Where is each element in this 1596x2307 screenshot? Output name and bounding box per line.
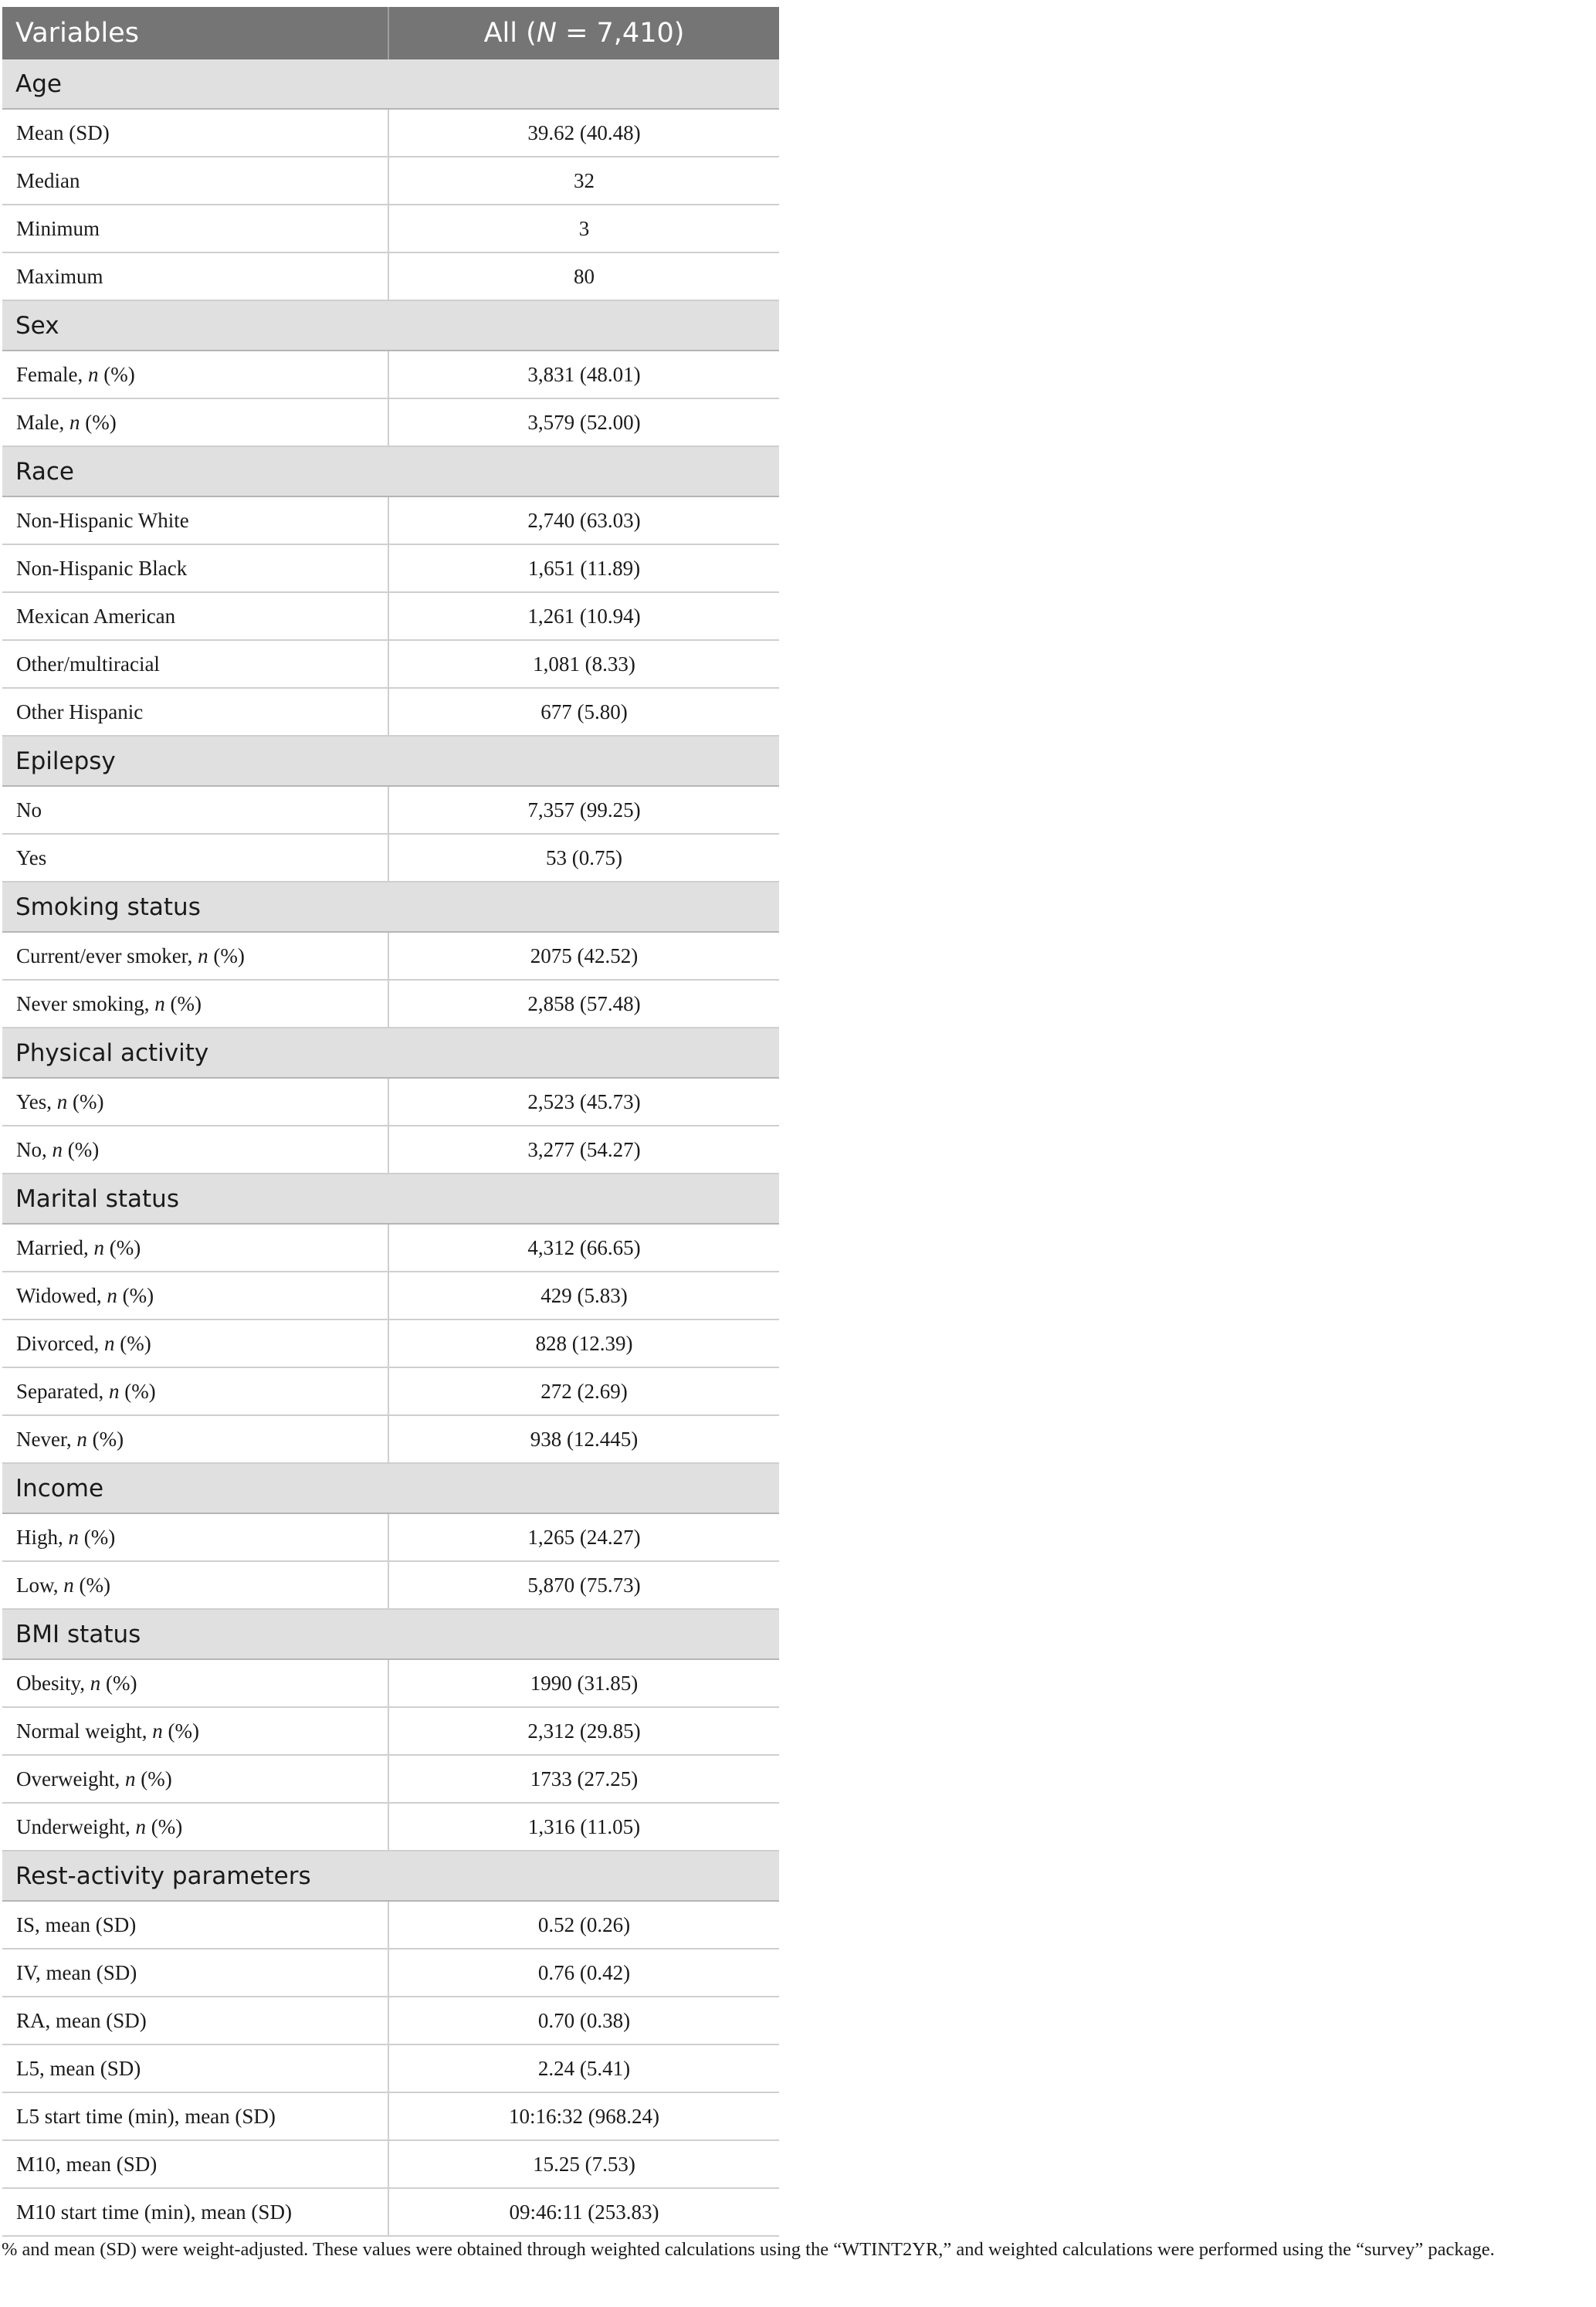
table-row	[2, 1126, 779, 1174]
row-label-suffix: (%)	[73, 1573, 110, 1597]
row-label-text: Non-Hispanic White	[16, 508, 189, 532]
row-label-suffix: (%)	[103, 1235, 141, 1259]
row-label-suffix: (%)	[135, 1767, 172, 1790]
row-value: 3	[388, 205, 779, 252]
row-label-text: L5 start time (min), mean (SD)	[16, 2104, 276, 2128]
row-label-n: n	[154, 991, 165, 1015]
table-row	[2, 109, 779, 157]
row-value: 7,357 (99.25)	[388, 786, 779, 834]
row-label-suffix: (%)	[86, 1427, 124, 1451]
header-all	[388, 7, 779, 59]
table-row	[2, 1707, 779, 1755]
table-row	[2, 1078, 779, 1126]
row-label-text: Low,	[16, 1573, 64, 1597]
row-label-n: n	[68, 1525, 79, 1549]
table-row	[2, 1755, 779, 1803]
table-row	[2, 2188, 779, 2236]
table-row	[2, 1561, 779, 1609]
section-title: Epilepsy	[2, 736, 779, 786]
header-all-n: N	[536, 18, 557, 49]
row-label-suffix: (%)	[162, 1719, 199, 1743]
section-row	[2, 1028, 779, 1078]
row-label-text: No,	[16, 1137, 53, 1161]
row-label-n: n	[90, 1671, 101, 1695]
table-row	[2, 640, 779, 688]
row-label	[2, 544, 388, 592]
section-title: Race	[2, 446, 779, 496]
row-label-suffix: (%)	[98, 362, 135, 386]
row-label-text: L5, mean (SD)	[16, 2056, 141, 2080]
row-label-text: IS, mean (SD)	[16, 1912, 137, 1936]
row-value: 32	[388, 157, 779, 205]
table-row	[2, 2092, 779, 2140]
table-row	[2, 932, 779, 980]
row-label-text: Non-Hispanic Black	[16, 556, 188, 580]
row-label-text: Yes,	[16, 1089, 57, 1113]
row-label	[2, 351, 388, 398]
row-label-n: n	[108, 1379, 120, 1403]
row-label-text: Other/multiracial	[16, 652, 160, 676]
row-label-text: IV, mean (SD)	[16, 1960, 137, 1984]
section-title: Smoking status	[2, 882, 779, 932]
row-label	[2, 2092, 388, 2140]
row-label	[2, 1803, 388, 1851]
row-value: 828 (12.39)	[388, 1319, 779, 1367]
table-row	[2, 2140, 779, 2188]
row-label	[2, 1126, 388, 1174]
row-label	[2, 2140, 388, 2188]
row-label	[2, 1659, 388, 1707]
row-value: 1990 (31.85)	[388, 1659, 779, 1707]
header-variables: Variables	[2, 7, 388, 59]
row-label-text: Male,	[16, 410, 69, 434]
row-label	[2, 252, 388, 300]
row-label	[2, 1901, 388, 1949]
row-label	[2, 1561, 388, 1609]
row-value: 53 (0.75)	[388, 834, 779, 882]
row-label-text: Mean (SD)	[16, 120, 110, 144]
section-row	[2, 882, 779, 932]
row-label-text: Overweight,	[16, 1767, 125, 1790]
row-label	[2, 1415, 388, 1463]
table-row	[2, 1224, 779, 1272]
row-label-text: Never,	[16, 1427, 77, 1451]
row-label-suffix: (%)	[117, 1283, 154, 1307]
row-value: 1,651 (11.89)	[388, 544, 779, 592]
row-label-n: n	[107, 1283, 117, 1307]
row-value: 0.70 (0.38)	[388, 1997, 779, 2044]
section-row	[2, 300, 779, 351]
table-row	[2, 786, 779, 834]
table-row	[2, 252, 779, 300]
row-value: 2075 (42.52)	[388, 932, 779, 980]
row-label-text: Current/ever smoker,	[16, 943, 198, 967]
row-label-n: n	[69, 410, 80, 434]
table-row	[2, 688, 779, 736]
row-label	[2, 109, 388, 157]
section-title: Marital status	[2, 1174, 779, 1224]
row-value: 5,870 (75.73)	[388, 1561, 779, 1609]
row-value: 10:16:32 (968.24)	[388, 2092, 779, 2140]
row-label	[2, 980, 388, 1028]
section-row	[2, 1463, 779, 1513]
data-table	[2, 7, 779, 2237]
table-row	[2, 1949, 779, 1997]
row-label-n: n	[87, 362, 99, 386]
row-label-text: Minimum	[16, 216, 100, 240]
row-value: 2,312 (29.85)	[388, 1707, 779, 1755]
row-label-suffix: (%)	[114, 1331, 151, 1355]
row-label-text: No	[16, 798, 42, 822]
section-title: Sex	[2, 300, 779, 351]
row-label	[2, 1078, 388, 1126]
row-label-text: Other Hispanic	[16, 700, 144, 723]
row-value: 938 (12.445)	[388, 1415, 779, 1463]
section-row	[2, 1609, 779, 1659]
row-value: 3,831 (48.01)	[388, 351, 779, 398]
row-label	[2, 2044, 388, 2092]
row-label-text: Divorced,	[16, 1331, 104, 1355]
row-value: 272 (2.69)	[388, 1367, 779, 1415]
row-label	[2, 932, 388, 980]
row-label-text: Obesity,	[16, 1671, 90, 1695]
row-label-suffix: (%)	[145, 1814, 183, 1838]
section-title: Income	[2, 1463, 779, 1513]
row-label-text: Widowed,	[16, 1283, 107, 1307]
table-row	[2, 1367, 779, 1415]
section-row	[2, 59, 779, 109]
row-label-n: n	[63, 1573, 74, 1597]
table-row	[2, 157, 779, 205]
row-label-n: n	[56, 1089, 68, 1113]
row-label	[2, 398, 388, 446]
row-label	[2, 205, 388, 252]
row-value: 429 (5.83)	[388, 1272, 779, 1319]
row-value: 0.76 (0.42)	[388, 1949, 779, 1997]
header-all-prefix: All (	[483, 18, 537, 49]
row-label-suffix: (%)	[119, 1379, 156, 1403]
row-label	[2, 834, 388, 882]
row-label-n: n	[198, 943, 208, 967]
section-row	[2, 446, 779, 496]
row-value: 15.25 (7.53)	[388, 2140, 779, 2188]
table-row	[2, 1803, 779, 1851]
section-row	[2, 1851, 779, 1901]
row-value: 1733 (27.25)	[388, 1755, 779, 1803]
row-label-text: Maximum	[16, 264, 103, 288]
row-label-text: High,	[16, 1525, 69, 1549]
row-value: 677 (5.80)	[388, 688, 779, 736]
row-label-suffix: (%)	[100, 1671, 137, 1695]
row-label-n: n	[52, 1137, 63, 1161]
table-row	[2, 1901, 779, 1949]
row-label	[2, 157, 388, 205]
row-label	[2, 640, 388, 688]
row-value: 2,523 (45.73)	[388, 1078, 779, 1126]
row-label	[2, 1513, 388, 1561]
row-label-n: n	[152, 1719, 163, 1743]
row-value: 3,579 (52.00)	[388, 398, 779, 446]
row-label-n: n	[135, 1814, 146, 1838]
row-label	[2, 1949, 388, 1997]
row-label-suffix: (%)	[80, 410, 117, 434]
table-row	[2, 1659, 779, 1707]
row-label-text: Married,	[16, 1235, 94, 1259]
section-title: Physical activity	[2, 1028, 779, 1078]
section-row	[2, 1174, 779, 1224]
row-label	[2, 1997, 388, 2044]
row-label-n: n	[103, 1331, 115, 1355]
row-label	[2, 1224, 388, 1272]
row-label-suffix: (%)	[79, 1525, 116, 1549]
row-label-suffix: (%)	[63, 1137, 100, 1161]
table-row	[2, 834, 779, 882]
table-footnote: % and mean (SD) were weight-adjusted. These values were obtained through weighted calculations using the “WTINT2YR,” and weighted calculations were performed using the “survey” package.	[2, 2239, 1495, 2260]
row-label-suffix: (%)	[164, 991, 202, 1015]
row-label-n: n	[76, 1427, 87, 1451]
row-value: 1,261 (10.94)	[388, 592, 779, 640]
row-label-text: Normal weight,	[16, 1719, 153, 1743]
row-value: 80	[388, 252, 779, 300]
table-row	[2, 1319, 779, 1367]
row-label-text: Female,	[16, 362, 88, 386]
table-row	[2, 205, 779, 252]
row-label	[2, 786, 388, 834]
row-value: 2.24 (5.41)	[388, 2044, 779, 2092]
row-value: 1,265 (24.27)	[388, 1513, 779, 1561]
row-value: 0.52 (0.26)	[388, 1901, 779, 1949]
row-label-text: Underweight,	[16, 1814, 136, 1838]
table-row	[2, 1513, 779, 1561]
table-row	[2, 1415, 779, 1463]
row-label-n: n	[93, 1235, 104, 1259]
row-value: 39.62 (40.48)	[388, 109, 779, 157]
row-label-text: Never smoking,	[16, 991, 155, 1015]
row-value: 09:46:11 (253.83)	[388, 2188, 779, 2236]
row-label	[2, 592, 388, 640]
row-label	[2, 1319, 388, 1367]
row-label	[2, 1272, 388, 1319]
table-row	[2, 1997, 779, 2044]
row-label	[2, 1707, 388, 1755]
row-label-text: M10 start time (min), mean (SD)	[16, 2200, 292, 2224]
table-row	[2, 592, 779, 640]
row-label-n: n	[124, 1767, 136, 1790]
table-row	[2, 351, 779, 398]
row-label-suffix: (%)	[208, 943, 245, 967]
row-label-text: M10, mean (SD)	[16, 2152, 158, 2176]
table-row	[2, 544, 779, 592]
header-row	[2, 7, 779, 59]
row-label-text: Median	[16, 168, 80, 192]
row-value: 2,740 (63.03)	[388, 496, 779, 544]
row-label-text: RA, mean (SD)	[16, 2008, 147, 2032]
row-value: 4,312 (66.65)	[388, 1224, 779, 1272]
table-row	[2, 1272, 779, 1319]
row-label	[2, 1367, 388, 1415]
table-row	[2, 398, 779, 446]
row-value: 1,316 (11.05)	[388, 1803, 779, 1851]
section-row	[2, 736, 779, 786]
row-label	[2, 1755, 388, 1803]
row-value: 1,081 (8.33)	[388, 640, 779, 688]
row-value: 3,277 (54.27)	[388, 1126, 779, 1174]
table-row	[2, 980, 779, 1028]
row-label	[2, 688, 388, 736]
row-value: 2,858 (57.48)	[388, 980, 779, 1028]
table-row	[2, 496, 779, 544]
row-label-text: Separated,	[16, 1379, 109, 1403]
row-label-text: Mexican American	[16, 604, 176, 628]
row-label	[2, 496, 388, 544]
header-all-suffix: = 7,410)	[556, 18, 685, 49]
row-label-suffix: (%)	[67, 1089, 104, 1113]
table-body	[2, 59, 779, 2236]
section-title: BMI status	[2, 1609, 779, 1659]
row-label-text: Yes	[16, 845, 47, 869]
row-label	[2, 2188, 388, 2236]
table-row	[2, 2044, 779, 2092]
section-title: Age	[2, 59, 779, 109]
section-title: Rest-activity parameters	[2, 1851, 779, 1901]
